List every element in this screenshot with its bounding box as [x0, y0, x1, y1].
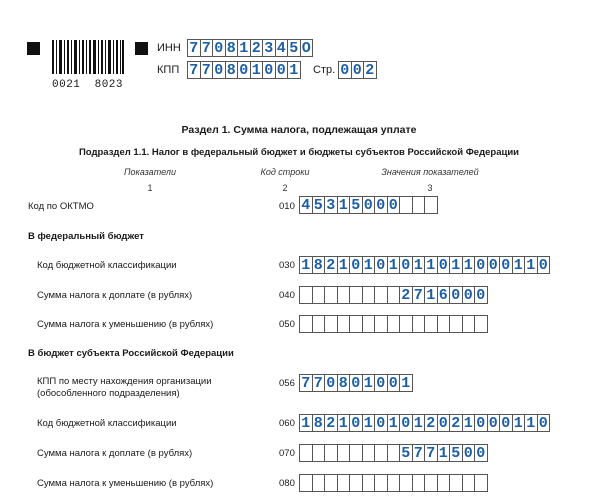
char-cell: 0	[474, 414, 488, 432]
char-cell	[424, 315, 438, 333]
char-cell	[324, 474, 338, 492]
char-cell: 0	[499, 256, 513, 274]
reduce-federal-label: Сумма налога к уменьшению (в рублях)	[37, 319, 214, 330]
char-cell: 5	[349, 196, 363, 214]
char-cell: 4	[299, 196, 313, 214]
char-cell	[387, 315, 401, 333]
char-cell: 1	[512, 256, 526, 274]
char-cell: 7	[424, 444, 438, 462]
kbk-federal-label: Код бюджетной классификации	[37, 260, 177, 271]
char-cell	[349, 474, 363, 492]
char-cell	[312, 315, 326, 333]
char-cell	[312, 444, 326, 462]
char-cell	[374, 474, 388, 492]
page-number-field[interactable]	[338, 61, 377, 79]
kpp-branch-field[interactable]	[299, 374, 413, 392]
char-cell: О	[300, 39, 314, 57]
char-cell: 7	[200, 61, 214, 79]
char-cell: 8	[225, 39, 239, 57]
char-cell: 1	[524, 256, 538, 274]
kbk-regional-label: Код бюджетной классификации	[37, 418, 177, 429]
char-cell	[362, 444, 376, 462]
char-cell	[412, 474, 426, 492]
char-cell: 1	[462, 414, 476, 432]
char-cell	[462, 315, 476, 333]
corner-marker-left	[27, 42, 40, 55]
char-cell: 0	[474, 256, 488, 274]
char-cell	[387, 474, 401, 492]
char-cell: 0	[399, 256, 413, 274]
federal-budget-heading: В федеральный бюджет	[28, 231, 144, 242]
line-code-060: 060	[279, 418, 295, 429]
line-code-040: 040	[279, 290, 295, 301]
line-code-056: 056	[279, 378, 295, 389]
kpp-label: КПП	[157, 64, 180, 76]
char-cell: 1	[250, 61, 264, 79]
char-cell: 0	[487, 414, 501, 432]
char-cell: 0	[374, 256, 388, 274]
reduce-federal-field[interactable]	[299, 315, 488, 333]
char-cell: 0	[487, 256, 501, 274]
column-header-values: Значения показателей	[381, 167, 479, 177]
char-cell	[437, 315, 451, 333]
char-cell: 1	[412, 256, 426, 274]
char-cell: 2	[324, 414, 338, 432]
oktmo-field[interactable]	[299, 196, 438, 214]
char-cell: 4	[275, 39, 289, 57]
inn-label: ИНН	[157, 42, 181, 54]
char-cell	[299, 315, 313, 333]
char-cell: 8	[337, 374, 351, 392]
char-cell	[387, 286, 401, 304]
char-cell: 0	[387, 374, 401, 392]
char-cell: 0	[437, 256, 451, 274]
char-cell: 2	[449, 414, 463, 432]
column-header-line-code: Код строки	[260, 167, 310, 177]
column-header-indicators: Показатели	[124, 167, 176, 177]
pay-regional-label: Сумма налога к доплате (в рублях)	[37, 448, 193, 459]
char-cell: 1	[437, 444, 451, 462]
char-cell	[399, 315, 413, 333]
char-cell: 0	[374, 374, 388, 392]
char-cell: 2	[363, 61, 377, 79]
char-cell: 0	[474, 444, 488, 462]
char-cell	[399, 196, 413, 214]
char-cell	[349, 286, 363, 304]
char-cell: 6	[437, 286, 451, 304]
char-cell: 1	[237, 39, 251, 57]
char-cell	[374, 444, 388, 462]
char-cell	[312, 474, 326, 492]
char-cell: 0	[462, 286, 476, 304]
char-cell	[299, 286, 313, 304]
char-cell	[374, 315, 388, 333]
char-cell: 8	[312, 256, 326, 274]
char-cell: 5	[287, 39, 301, 57]
char-cell: 2	[250, 39, 264, 57]
char-cell	[412, 196, 426, 214]
kpp-field[interactable]	[187, 61, 301, 79]
char-cell	[312, 286, 326, 304]
char-cell: 1	[362, 374, 376, 392]
oktmo-label: Код по ОКТМО	[28, 201, 94, 212]
char-cell	[337, 286, 351, 304]
char-cell	[362, 286, 376, 304]
barcode-number: 0021 8023	[52, 79, 124, 91]
char-cell	[337, 315, 351, 333]
regional-budget-heading: В бюджет субъекта Российской Федерации	[28, 348, 234, 359]
char-cell: 0	[499, 414, 513, 432]
column-number-2: 2	[282, 183, 288, 193]
corner-marker-right	[135, 42, 148, 55]
char-cell: 0	[212, 61, 226, 79]
char-cell: 7	[187, 61, 201, 79]
char-cell: 0	[537, 256, 551, 274]
char-cell	[412, 315, 426, 333]
char-cell	[337, 444, 351, 462]
char-cell	[349, 444, 363, 462]
char-cell	[362, 474, 376, 492]
subsection-title: Подраздел 1.1. Налог в федеральный бюджет и бюджеты субъектов Российской Федерации	[78, 147, 520, 158]
char-cell: 1	[524, 414, 538, 432]
char-cell: 1	[362, 414, 376, 432]
reduce-regional-label: Сумма налога к уменьшению (в рублях)	[37, 478, 214, 489]
kbk-regional-field[interactable]	[299, 414, 550, 432]
section-title: Раздел 1. Сумма налога, подлежащая уплате	[181, 124, 417, 136]
pay-federal-field[interactable]	[299, 286, 488, 304]
char-cell: 1	[299, 256, 313, 274]
char-cell	[374, 286, 388, 304]
pay-regional-field[interactable]	[299, 444, 488, 462]
char-cell: 2	[324, 256, 338, 274]
char-cell: 0	[437, 414, 451, 432]
char-cell: 1	[449, 256, 463, 274]
char-cell: 1	[362, 256, 376, 274]
char-cell	[299, 444, 313, 462]
char-cell: 7	[299, 374, 313, 392]
char-cell	[387, 444, 401, 462]
char-cell: 0	[349, 374, 363, 392]
char-cell: 7	[200, 39, 214, 57]
char-cell: 0	[449, 286, 463, 304]
char-cell: 7	[412, 286, 426, 304]
line-code-070: 070	[279, 448, 295, 459]
char-cell: 1	[424, 286, 438, 304]
char-cell: 5	[399, 444, 413, 462]
char-cell: 0	[351, 61, 365, 79]
barcode-bars	[52, 40, 124, 74]
kbk-federal-field[interactable]	[299, 256, 550, 274]
char-cell: 3	[324, 196, 338, 214]
char-cell: 1	[462, 256, 476, 274]
char-cell	[337, 474, 351, 492]
char-cell	[462, 474, 476, 492]
char-cell: 0	[349, 414, 363, 432]
char-cell	[437, 474, 451, 492]
char-cell: 1	[337, 256, 351, 274]
char-cell: 8	[312, 414, 326, 432]
char-cell: 0	[374, 414, 388, 432]
line-code-010: 010	[279, 201, 295, 212]
char-cell: 0	[237, 61, 251, 79]
char-cell: 1	[337, 196, 351, 214]
char-cell: 1	[287, 61, 301, 79]
char-cell: 0	[387, 196, 401, 214]
kpp-branch-label-line1: КПП по месту нахождения организации	[37, 376, 212, 387]
barcode	[52, 40, 124, 91]
char-cell: 3	[262, 39, 276, 57]
char-cell	[299, 474, 313, 492]
char-cell	[324, 444, 338, 462]
char-cell	[349, 315, 363, 333]
char-cell	[474, 315, 488, 333]
char-cell	[324, 315, 338, 333]
char-cell: 5	[312, 196, 326, 214]
char-cell: 8	[225, 61, 239, 79]
kpp-branch-label-line2: (обособленного подразделения)	[37, 388, 180, 399]
char-cell: 0	[374, 196, 388, 214]
char-cell: 0	[474, 286, 488, 304]
page-label: Стр.	[313, 64, 336, 76]
char-cell: 0	[324, 374, 338, 392]
inn-field[interactable]	[187, 39, 313, 57]
char-cell: 0	[212, 39, 226, 57]
char-cell: 1	[387, 256, 401, 274]
char-cell: 0	[362, 196, 376, 214]
char-cell: 1	[299, 414, 313, 432]
char-cell: 1	[412, 414, 426, 432]
char-cell	[324, 286, 338, 304]
pay-federal-label: Сумма налога к доплате (в рублях)	[37, 290, 193, 301]
char-cell: 2	[399, 286, 413, 304]
char-cell	[424, 196, 438, 214]
char-cell	[449, 474, 463, 492]
char-cell: 0	[262, 61, 276, 79]
line-code-050: 050	[279, 319, 295, 330]
char-cell: 7	[187, 39, 201, 57]
char-cell: 1	[512, 414, 526, 432]
char-cell: 0	[537, 414, 551, 432]
column-number-3: 3	[427, 183, 433, 193]
char-cell: 0	[349, 256, 363, 274]
reduce-regional-field[interactable]	[299, 474, 488, 492]
char-cell: 7	[312, 374, 326, 392]
char-cell: 0	[462, 444, 476, 462]
char-cell: 0	[399, 414, 413, 432]
char-cell: 0	[275, 61, 289, 79]
char-cell: 1	[387, 414, 401, 432]
char-cell: 7	[412, 444, 426, 462]
char-cell: 1	[399, 374, 413, 392]
column-number-1: 1	[147, 183, 153, 193]
char-cell	[424, 474, 438, 492]
char-cell	[449, 315, 463, 333]
char-cell: 0	[338, 61, 352, 79]
line-code-030: 030	[279, 260, 295, 271]
line-code-080: 080	[279, 478, 295, 489]
char-cell: 5	[449, 444, 463, 462]
char-cell: 1	[337, 414, 351, 432]
char-cell	[362, 315, 376, 333]
char-cell: 1	[424, 256, 438, 274]
char-cell	[399, 474, 413, 492]
char-cell	[474, 474, 488, 492]
char-cell: 2	[424, 414, 438, 432]
